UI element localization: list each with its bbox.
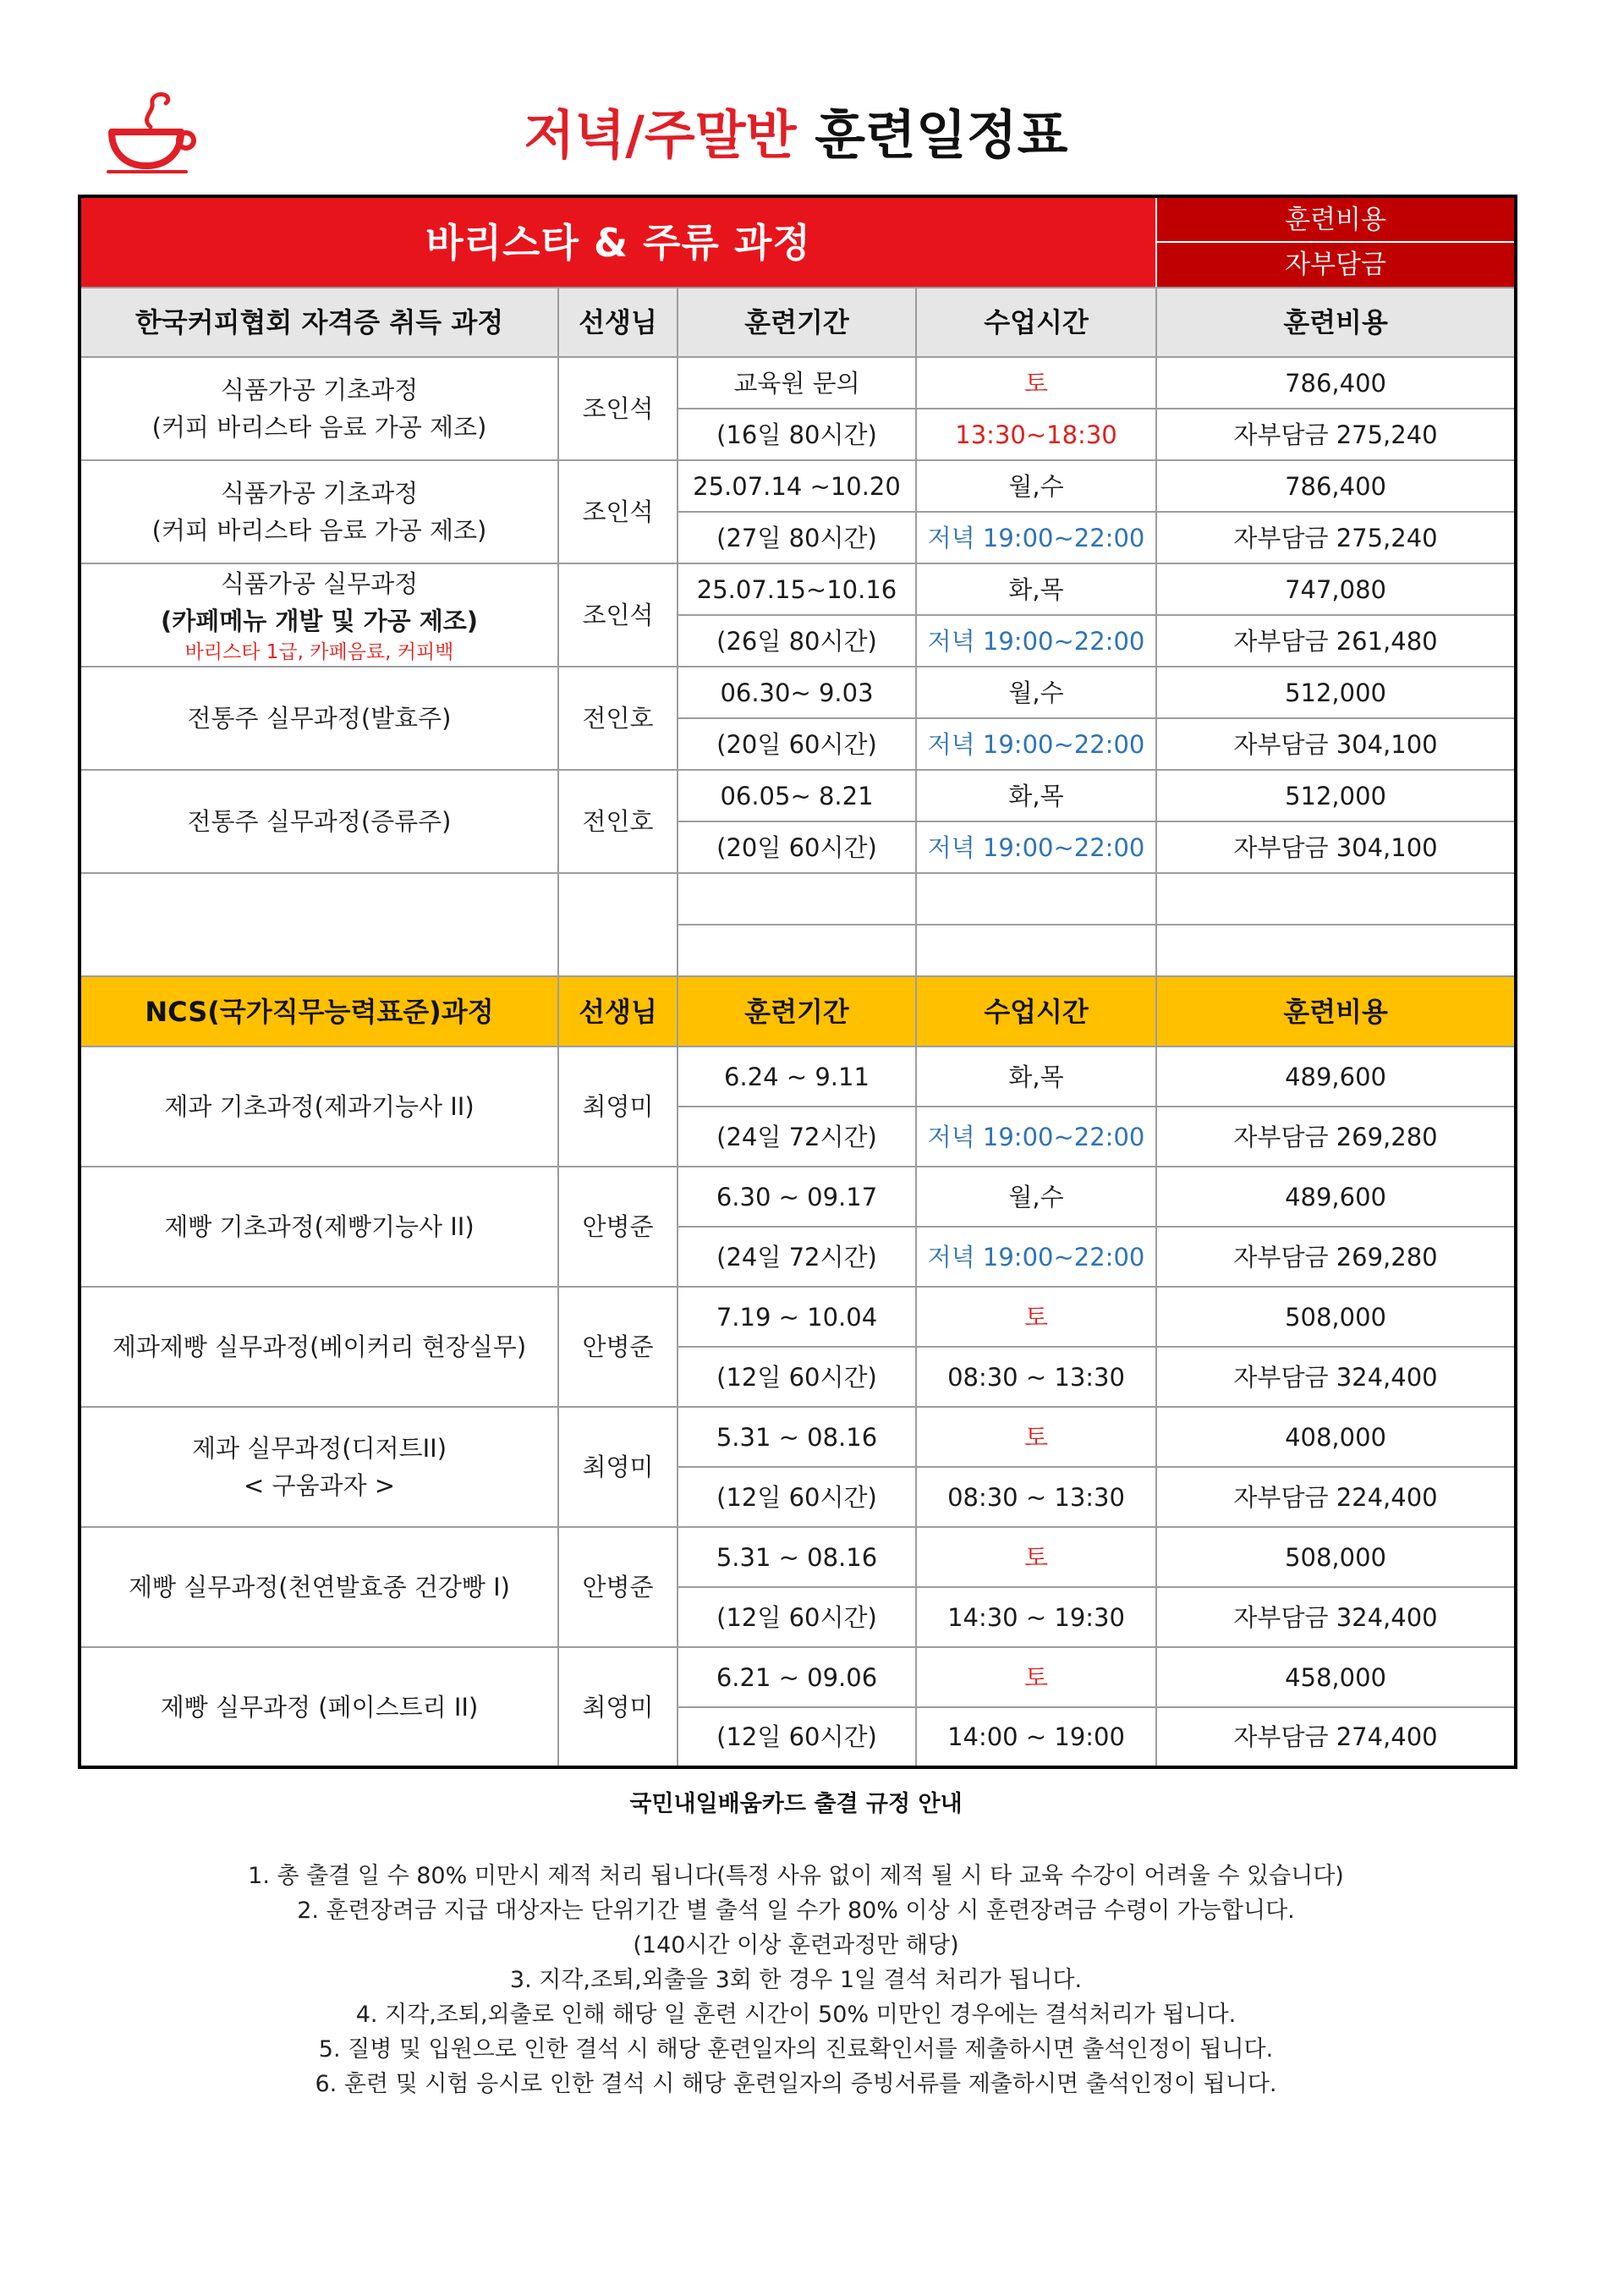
training-period-cell: 교육원 문의: [678, 357, 916, 409]
class-days-cell: 토: [916, 1527, 1156, 1587]
table-row: [80, 1527, 1516, 1587]
course-name-line: 제빵 기초과정(제빵기능사 II): [164, 1212, 475, 1241]
course-name-line: (커피 바리스타 음료 가공 제조): [151, 516, 487, 545]
class-days-cell: 화,목: [916, 770, 1156, 821]
notice-line: (140시간 이상 훈련과정만 해당): [633, 1932, 959, 1958]
training-period-cell: 5.31 ~ 08.16: [678, 1527, 916, 1587]
table-row: [80, 1046, 1516, 1107]
class-hours-cell: 저녁 19:00~22:00: [916, 1107, 1156, 1167]
table-row: [80, 1167, 1516, 1227]
column-header-time: 수업시간: [916, 288, 1156, 357]
course-name-line: 식품가공 기초과정: [220, 479, 419, 508]
notice-lines: [78, 1859, 1514, 2101]
class-hours-cell: 08:30 ~ 13:30: [916, 1347, 1156, 1407]
class-hours-cell: 14:00 ~ 19:00: [916, 1707, 1156, 1767]
training-period-cell: 5.31 ~ 08.16: [678, 1407, 916, 1467]
table-row: [80, 770, 1516, 821]
column-header-cost: 훈련비용: [1156, 288, 1516, 357]
teacher-cell: 안병준: [558, 1287, 678, 1407]
table-row: [80, 1287, 1516, 1347]
training-period-cell: 06.30~ 9.03: [678, 667, 916, 718]
notice-line: 4. 지각,조퇴,외출로 인해 해당 일 훈련 시간이 50% 미만인 경우에는 결석처리가 됩니다.: [355, 2002, 1237, 2028]
training-period-cell: 7.19 ~ 10.04: [678, 1287, 916, 1347]
course-name-line: 식품가공 기초과정: [220, 376, 419, 404]
self-pay-cell: 자부담금 304,100: [1156, 718, 1516, 770]
class-hours-cell: 13:30~18:30: [916, 409, 1156, 460]
course-name-cell: [80, 1647, 558, 1767]
self-pay-cell: [1156, 925, 1516, 976]
course-name-line: 제빵 실무과정 (페이스트리 II): [160, 1692, 479, 1722]
class-hours-cell: 저녁 19:00~22:00: [916, 1227, 1156, 1287]
ncs-column-header-course: NCS(국가직무능력표준)과정: [80, 976, 558, 1046]
column-header-period: 훈련기간: [678, 288, 916, 357]
ncs-column-header-time: 수업시간: [916, 976, 1156, 1046]
class-days-cell: 화,목: [916, 563, 1156, 615]
course-name-cell: [80, 460, 558, 563]
teacher-cell: 안병준: [558, 1167, 678, 1287]
teacher-cell: [558, 873, 678, 976]
teacher-cell: 최영미: [558, 1046, 678, 1167]
course-name-cell: [80, 1407, 558, 1527]
course-name-line: 제과 기초과정(제과기능사 II): [164, 1092, 475, 1121]
training-period-cell: 6.24 ~ 9.11: [678, 1046, 916, 1107]
class-hours-cell: 저녁 19:00~22:00: [916, 718, 1156, 770]
self-pay-cell: 자부담금 324,400: [1156, 1587, 1516, 1647]
training-period-cell: 06.05~ 8.21: [678, 770, 916, 821]
training-schedule-table: [78, 195, 1517, 1769]
notice-line: 3. 지각,조퇴,외출을 3회 한 경우 1일 결석 처리가 됩니다.: [509, 1967, 1083, 1993]
table-row: [80, 460, 1516, 512]
notice-line: 5. 질병 및 입원으로 인한 결석 시 해당 훈련일자의 진료확인서를 제출하시면 출석인정이 됩니다.: [318, 2036, 1274, 2063]
ncs-column-header-period: 훈련기간: [678, 976, 916, 1046]
cost-header-label: 훈련비용: [1156, 196, 1516, 242]
course-certificate-note: 바리스타 1급, 카페음료, 커피백: [184, 641, 454, 663]
column-header-row: [80, 288, 1516, 357]
course-name-line: 식품가공 실무과정: [220, 569, 419, 598]
notice-title: 국민내일배움카드 출결 규정 안내: [629, 1791, 963, 1817]
training-duration-cell: (20일 60시간): [678, 718, 916, 770]
course-name-line: (커피 바리스타 음료 가공 제조): [151, 413, 487, 442]
class-days-cell: 월,수: [916, 1167, 1156, 1227]
table-row: [80, 357, 1516, 409]
barista-section-banner: 바리스타 & 주류 과정: [80, 196, 1156, 288]
course-name-line: 전통주 실무과정(발효주): [187, 704, 452, 733]
notice-line: 1. 총 출결 일 수 80% 미만시 제적 처리 됩니다(특정 사유 없이 제적 될 시 타 교육 수강이 어려울 수 있습니다): [248, 1863, 1344, 1889]
table-row: [80, 563, 1516, 615]
ncs-column-header-cost: 훈련비용: [1156, 976, 1516, 1046]
training-duration-cell: (24일 72시간): [678, 1107, 916, 1167]
ncs-column-header-teacher: 선생님: [558, 976, 678, 1046]
self-pay-cell: 자부담금 275,240: [1156, 512, 1516, 563]
course-name-cell: [80, 667, 558, 770]
column-header-course: 한국커피협회 자격증 취득 과정: [80, 288, 558, 357]
class-hours-cell: 저녁 19:00~22:00: [916, 615, 1156, 667]
teacher-cell: 안병준: [558, 1527, 678, 1647]
barista-section-header: [80, 196, 1516, 357]
page-title-highlight: 저녁/주말반: [524, 104, 797, 166]
teacher-cell: 전인호: [558, 667, 678, 770]
training-cost-cell: [1156, 873, 1516, 925]
training-cost-cell: 489,600: [1156, 1046, 1516, 1107]
self-pay-cell: 자부담금 275,240: [1156, 409, 1516, 460]
course-name-cell: [80, 357, 558, 460]
training-cost-cell: 508,000: [1156, 1287, 1516, 1347]
class-hours-cell: 저녁 19:00~22:00: [916, 512, 1156, 563]
teacher-cell: 최영미: [558, 1647, 678, 1767]
training-duration-cell: (27일 80시간): [678, 512, 916, 563]
training-duration-cell: (12일 60시간): [678, 1467, 916, 1527]
table-row: [80, 1647, 1516, 1707]
training-cost-cell: 512,000: [1156, 770, 1516, 821]
training-cost-cell: 786,400: [1156, 460, 1516, 512]
training-cost-cell: 489,600: [1156, 1167, 1516, 1227]
table-row: [80, 1407, 1516, 1467]
training-cost-cell: 458,000: [1156, 1647, 1516, 1707]
training-duration-cell: (24일 72시간): [678, 1227, 916, 1287]
training-period-cell: 6.21 ~ 09.06: [678, 1647, 916, 1707]
self-pay-cell: 자부담금 224,400: [1156, 1467, 1516, 1527]
teacher-cell: 조인석: [558, 563, 678, 667]
training-period-cell: 6.30 ~ 09.17: [678, 1167, 916, 1227]
training-period-cell: 25.07.14 ~10.20: [678, 460, 916, 512]
training-period-cell: 25.07.15~10.16: [678, 563, 916, 615]
column-header-teacher: 선생님: [558, 288, 678, 357]
class-hours-cell: 08:30 ~ 13:30: [916, 1467, 1156, 1527]
self-pay-cell: 자부담금 269,280: [1156, 1107, 1516, 1167]
schedule-content: [78, 195, 1514, 2101]
table-row: [80, 667, 1516, 718]
teacher-cell: 최영미: [558, 1407, 678, 1527]
course-name-line: < 구움과자 >: [243, 1471, 396, 1500]
attendance-notice: [78, 1788, 1514, 2101]
self-pay-cell: 자부담금 274,400: [1156, 1707, 1516, 1767]
class-days-cell: 화,목: [916, 1046, 1156, 1107]
class-days-cell: 토: [916, 1287, 1156, 1347]
training-period-cell: [678, 873, 916, 925]
training-cost-cell: 408,000: [1156, 1407, 1516, 1467]
training-duration-cell: (16일 80시간): [678, 409, 916, 460]
training-cost-cell: 508,000: [1156, 1527, 1516, 1587]
class-days-cell: 토: [916, 357, 1156, 409]
table-row: [80, 873, 1516, 925]
self-pay-cell: 자부담금 324,400: [1156, 1347, 1516, 1407]
barista-course-rows: [80, 357, 1516, 976]
self-pay-header-label: 자부담금: [1156, 242, 1516, 288]
course-name-line: 제과 실무과정(디저트II): [191, 1434, 447, 1463]
class-days-cell: [916, 873, 1156, 925]
course-name-line: 제빵 실무과정(천연발효종 건강빵 I): [128, 1573, 511, 1601]
ncs-course-rows: [80, 1046, 1516, 1767]
training-cost-cell: 512,000: [1156, 667, 1516, 718]
class-days-cell: 토: [916, 1647, 1156, 1707]
course-name-cell: [80, 873, 558, 976]
training-cost-cell: 747,080: [1156, 563, 1516, 615]
course-name-cell: [80, 770, 558, 873]
course-name-line: 전통주 실무과정(증류주): [187, 807, 452, 836]
self-pay-cell: 자부담금 304,100: [1156, 821, 1516, 873]
notice-line: 2. 훈련장려금 지급 대상자는 단위기간 별 출석 일 수가 80% 이상 시 훈련장려금 수령이 가능합니다.: [297, 1898, 1295, 1924]
training-cost-cell: 786,400: [1156, 357, 1516, 409]
class-hours-cell: [916, 925, 1156, 976]
training-duration-cell: [678, 925, 916, 976]
course-name-cell: [80, 563, 558, 667]
class-days-cell: 월,수: [916, 667, 1156, 718]
course-name-cell: [80, 1527, 558, 1647]
barista-banner-row: [80, 196, 1516, 242]
self-pay-cell: 자부담금 269,280: [1156, 1227, 1516, 1287]
training-duration-cell: (20일 60시간): [678, 821, 916, 873]
training-duration-cell: (12일 60시간): [678, 1707, 916, 1767]
course-name-cell: [80, 1287, 558, 1407]
teacher-cell: 조인석: [558, 357, 678, 460]
class-days-cell: 토: [916, 1407, 1156, 1467]
class-hours-cell: 14:30 ~ 19:30: [916, 1587, 1156, 1647]
teacher-cell: 전인호: [558, 770, 678, 873]
course-name-line: (카페메뉴 개발 및 가공 제조): [160, 607, 479, 635]
training-duration-cell: (26일 80시간): [678, 615, 916, 667]
training-duration-cell: (12일 60시간): [678, 1587, 916, 1647]
notice-line: 6. 훈련 및 시험 응시로 인한 결석 시 해당 훈련일자의 증빙서류를 제출하시면 출석인정이 됩니다.: [315, 2071, 1277, 2097]
teacher-cell: 조인석: [558, 460, 678, 563]
course-name-line: 제과제빵 실무과정(베이커리 현장실무): [112, 1332, 527, 1361]
ncs-section-header: [80, 976, 1516, 1046]
class-days-cell: 월,수: [916, 460, 1156, 512]
class-hours-cell: 저녁 19:00~22:00: [916, 821, 1156, 873]
training-duration-cell: (12일 60시간): [678, 1347, 916, 1407]
ncs-column-header-row: [80, 976, 1516, 1046]
self-pay-cell: 자부담금 261,480: [1156, 615, 1516, 667]
course-name-cell: [80, 1046, 558, 1167]
course-name-cell: [80, 1167, 558, 1287]
page-title-main: 훈련일정표: [815, 104, 1068, 166]
page-title: [78, 98, 1514, 173]
